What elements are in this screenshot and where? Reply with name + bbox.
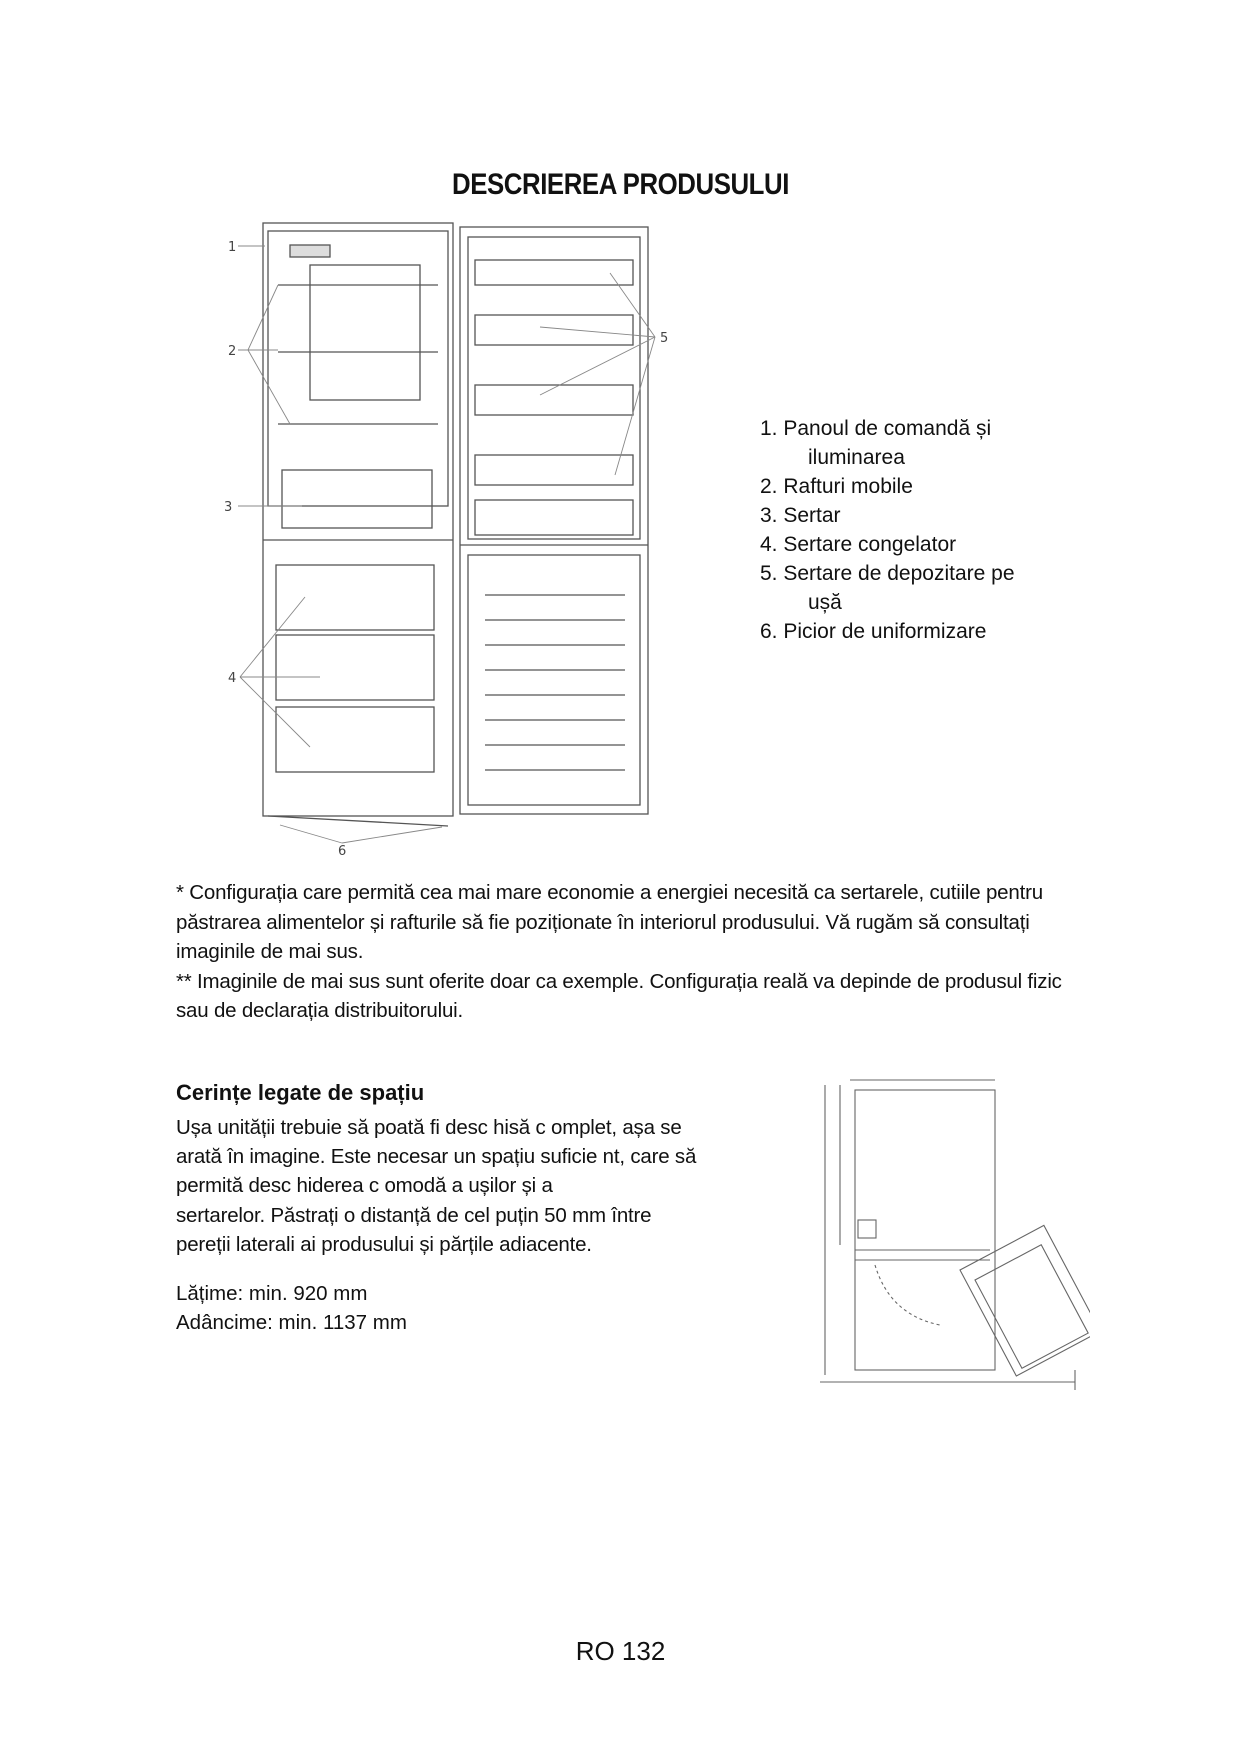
legend [760, 414, 1060, 646]
note-line: păstrarea alimentelor și rafturile să fie poziționate în interiorul produsului. Vă rugăm să consultați [176, 910, 1030, 934]
legend-item-4: 4. Sertare congelator [760, 533, 957, 556]
legend-item-3: 3. Sertar [760, 504, 841, 527]
door-clearance-diagram [800, 1070, 1090, 1400]
legend-item-5: 5. Sertare de depozitare pe ușă [760, 562, 1015, 614]
callout-5: 5 [660, 331, 669, 346]
space-requirements-text: Ușa unității trebuie să poată fi desc hisă c omplet, așa se arată în imagine. Este necesar un spațiu suficie nt, care să permită desc hiderea c omodă a ușilor și a sertarelor. Păstrați o distanță de cel puțin 50 mm între pereții laterali ai produsului și părțile adiacente. [176, 1116, 697, 1256]
callout-2: 2 [228, 344, 237, 359]
page-title: DESCRIEREA PRODUSULUI [452, 168, 789, 201]
depth-requirement: Adâncime: min. 1137 mm [176, 1311, 407, 1335]
fridge-diagram [210, 215, 690, 855]
callout-3: 3 [224, 500, 233, 515]
note-line: ** Imaginile de mai sus sunt oferite doar ca exemple. Configurația reală va depinde de produsul fizic [176, 969, 1062, 993]
callout-1: 1 [228, 240, 237, 255]
dimensions [176, 1279, 407, 1337]
callout-6: 6 [338, 844, 347, 855]
notes [176, 878, 1086, 1026]
note-line: * Configurația care permită cea mai mare economie a energiei necesită ca sertarele, cutiile pentru [176, 881, 1043, 904]
page-number: RO 132 [575, 1636, 666, 1666]
legend-item-2: 2. Rafturi mobile [760, 475, 913, 498]
width-requirement: Lățime: min. 920 mm [176, 1282, 368, 1305]
note-line: sau de declarația distribuitorului. [176, 999, 463, 1022]
legend-item-6: 6. Picior de uniformizare [760, 620, 987, 643]
legend-item-1: 1. Panoul de comandă și iluminarea [760, 417, 992, 469]
note-line: imaginile de mai sus. [176, 940, 364, 963]
space-requirements-heading: Cerințe legate de spațiu [176, 1080, 425, 1105]
callout-4: 4 [228, 671, 237, 686]
